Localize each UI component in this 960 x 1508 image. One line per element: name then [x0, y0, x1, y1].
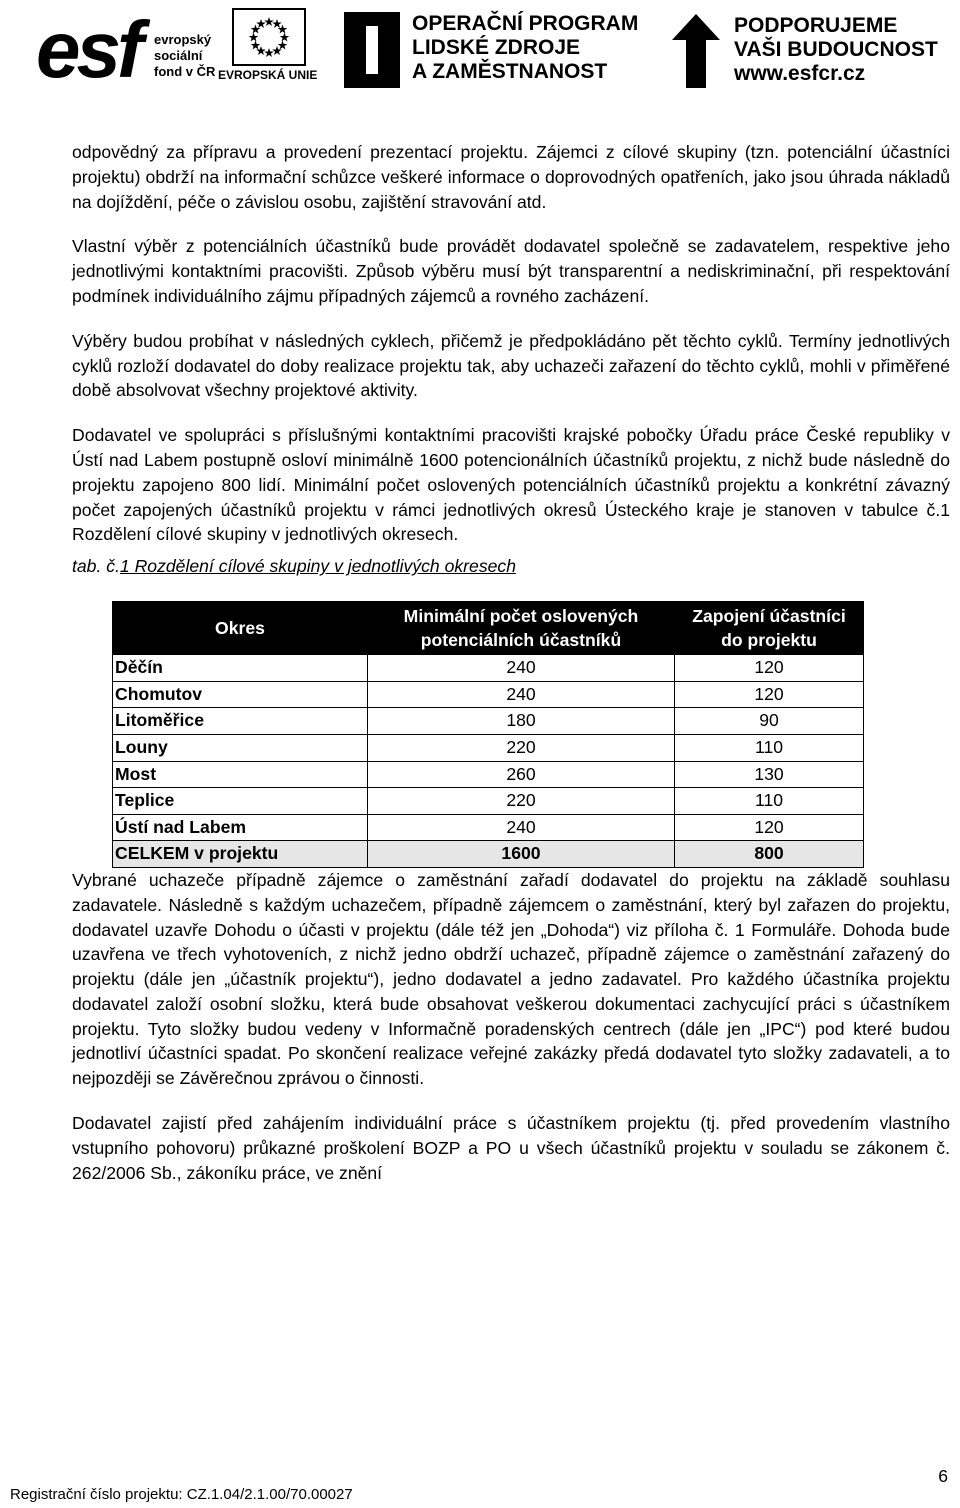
cell-minimum: 180 [368, 708, 675, 735]
cell-total-zapojeni: 800 [675, 841, 864, 868]
cell-district: Chomutov [113, 681, 368, 708]
header-logos [0, 0, 960, 100]
table-row [113, 788, 864, 815]
registration-number: Registrační číslo projektu: CZ.1.04/2.1.00/70.00027 [10, 1486, 353, 1503]
cell-zapojeni: 90 [675, 708, 864, 735]
cell-minimum: 220 [368, 788, 675, 815]
header-okres: Okres [113, 602, 368, 655]
paragraph: Vlastní výběr z potenciálních účastníků bude provádět dodavatel společně se zadavatelem, respektive jeho jednotlivými kontaktními pracovišti. Způsob výběru musí být transparentní a nediskriminační, při respektování podmínek individuálního zájmu případných zájemců a rovného zacházení. [72, 236, 950, 306]
table-row [113, 708, 864, 735]
district-table [112, 601, 864, 868]
paragraph: Výběry budou probíhat v následných cyklech, přičemž je předpokládáno pět těchto cyklů. Termíny jednotlivých cyklů rozloží dodavatel do doby realizace projektu tak, aby uchazeči zařazení do těchto cyklů, mohli v přiměřené době absolvovat všechny projektové aktivity. [72, 330, 950, 401]
caption-title: 1 Rozdělení cílové skupiny v jednotlivých okresech [119, 556, 516, 577]
arrow-up-icon [672, 14, 720, 88]
table-caption [72, 555, 950, 577]
cell-minimum: 240 [368, 655, 675, 682]
pv-url: www.esfcr.cz [734, 62, 866, 85]
cell-district: Teplice [113, 788, 368, 815]
eu-logo-text: EVROPSKÁ UNIE [218, 68, 318, 82]
table-row [113, 655, 864, 682]
cell-zapojeni: 130 [675, 761, 864, 788]
op-line: LIDSKÉ ZDROJE [412, 36, 581, 59]
cell-zapojeni: 110 [675, 734, 864, 761]
podporujeme-logo [672, 8, 942, 92]
esf-logo-mark: esf [36, 5, 140, 94]
cell-district: Ústí nad Labem [113, 814, 368, 841]
paragraph: odpovědný za přípravu a provedení prezentací projektu. Zájemci z cílové skupiny (tzn. potenciální účastníci projektu) obdrží na informační schůzce veškeré informace o doprovodných opatřeních, jako jsou úhrada nákladů na dojíždění, péče o závislou osobu, zajištění stravování atd. [72, 142, 950, 212]
header-zapojeni: Zapojení účastníci do projektu [675, 602, 864, 655]
cell-total-minimum: 1600 [368, 841, 675, 868]
esf-line: evropský [154, 32, 212, 47]
caption-prefix: tab. č. [72, 556, 120, 577]
paragraph: Vybrané uchazeče případně zájemce o zaměstnání zařadí dodavatel do projektu na základě souhlasu zadavatele. Následně s každým uchazečem, případně zájemcem o zaměstnání, který byl zařazen do projektu, dodavatel uzavře Dohodu o účasti v projektu (dále též jen „Dohoda“) viz příloha č. 1 Formuláře. Dohoda bude uzavřena ve třech vyhotoveních, z nichž jedno obdrží uchazeč, případně zájemce o zaměstnání zařazený do projektu (dále jen „účastník projektu“), jedno dodavatel a jedno zadavatel. Pro každého účastníka projektu dodavatel založí osobní složku, která bude obsahovat veškerou dokumentaci zachycující práci s účastníkem projektu. Tyto složky budou vedeny v Informačně poradenských centrech (dále jen „IPC“) pod které budou jednotliví účastníci spadat. Po skončení realizace veřejné zakázky předá dodavatel tyto složky zadavateli, a to nejpozději se Závěrečnou zprávou o činnosti. [72, 869, 950, 1089]
esf-logo [30, 5, 230, 94]
esf-line: fond v ČR [154, 64, 216, 79]
cell-district: Louny [113, 734, 368, 761]
podporujeme-text [734, 14, 938, 86]
table-header-row [113, 602, 864, 655]
cell-zapojeni: 110 [675, 788, 864, 815]
pv-line: PODPORUJEME [734, 14, 898, 37]
table-total-row [113, 841, 864, 868]
table-row [113, 681, 864, 708]
op-logo-text [412, 12, 638, 84]
paragraph: Dodavatel zajistí před zahájením individuální práce s účastníkem projektu (tj. před provedením vlastního vstupního pohovoru) průkazné proškolení BOZP a PO u všech účastníků projektu v souladu se zákonem č. 262/2006 Sb., zákoníku práce, ve znění [72, 1113, 950, 1183]
table-row [113, 814, 864, 841]
cell-minimum: 220 [368, 734, 675, 761]
cell-minimum: 260 [368, 761, 675, 788]
cell-zapojeni: 120 [675, 681, 864, 708]
paragraph: Dodavatel ve spolupráci s příslušnými kontaktními pracovišti krajské pobočky Úřadu práce České republiky v Ústí nad Labem postupně osloví minimálně 1600 potencionálních účastníků projektu, z nichž bude následně do projektu zapojeno 800 lidí. Minimální počet oslovených potenciálních účastníků projektu a konkrétní závazný počet zapojených účastníků projektu v rámci jednotlivých okresů Ústeckého kraje je stanoven v tabulce č.1 Rozdělení cílové skupiny v jednotlivých okresech. [72, 425, 950, 545]
cell-district: Most [113, 761, 368, 788]
esf-line: sociální [154, 48, 203, 63]
table-row [113, 734, 864, 761]
cell-district: Litoměřice [113, 708, 368, 735]
op-mark-icon [344, 12, 400, 88]
cell-total-label: CELKEM v projektu [113, 841, 368, 868]
op-lzz-logo [344, 8, 644, 92]
table-row [113, 761, 864, 788]
header-minimum: Minimální počet oslovených potenciálních účastníků [368, 602, 675, 655]
cell-minimum: 240 [368, 681, 675, 708]
document-body [72, 140, 950, 1205]
page-number: 6 [938, 1466, 948, 1486]
op-line: A ZAMĚSTNANOST [412, 60, 608, 83]
cell-district: Děčín [113, 655, 368, 682]
cell-minimum: 240 [368, 814, 675, 841]
cell-zapojeni: 120 [675, 814, 864, 841]
op-line: OPERAČNÍ PROGRAM [412, 12, 639, 35]
eu-flag-icon [232, 8, 306, 66]
pv-line: VAŠI BUDOUCNOST [734, 38, 938, 61]
eu-logo [212, 8, 332, 92]
cell-zapojeni: 120 [675, 655, 864, 682]
esf-logo-text [154, 32, 215, 80]
